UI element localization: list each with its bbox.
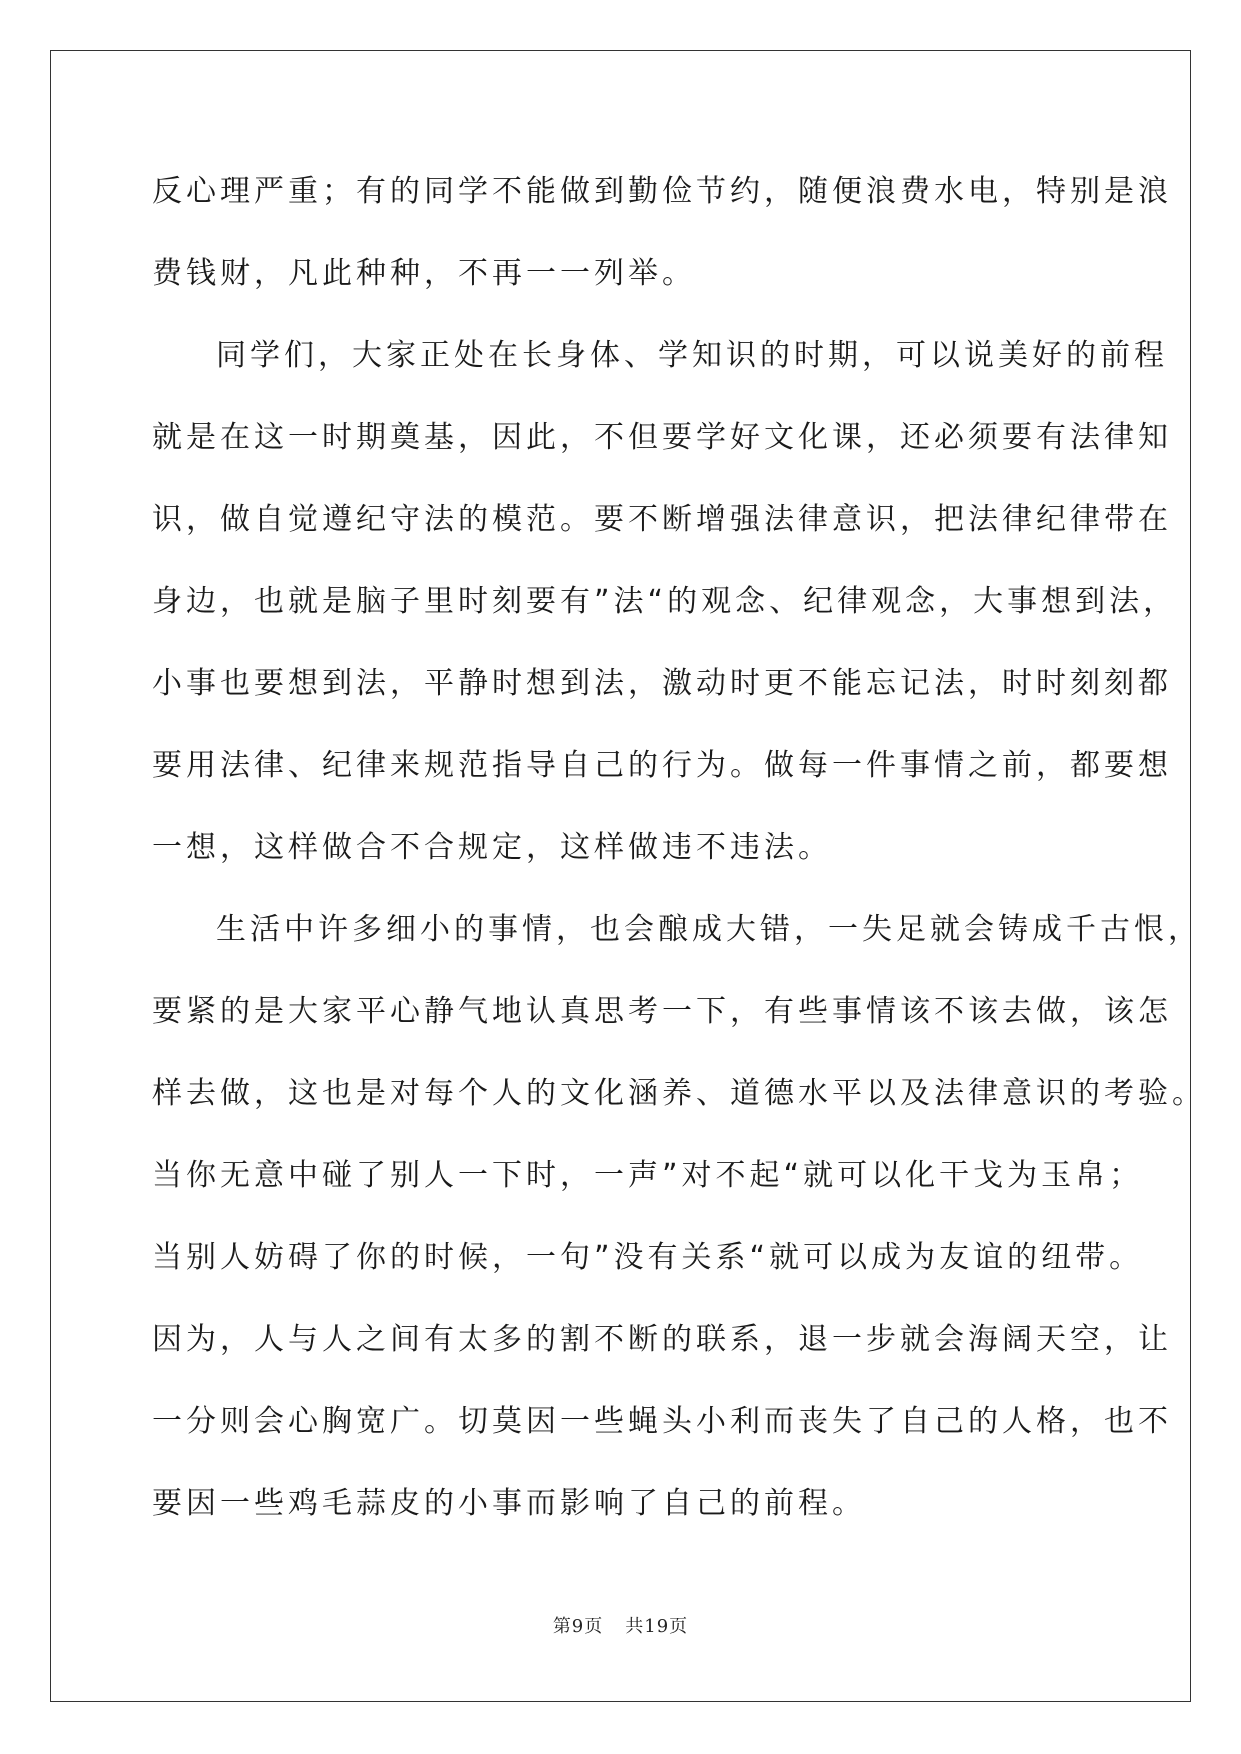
text-line: 当别人妨碍了你的时候，一句”没有关系“就可以成为友谊的纽带。 — [152, 1240, 1144, 1275]
current-page-label: 第9页 — [552, 1616, 604, 1637]
text-line: 反心理严重；有的同学不能做到勤俭节约，随便浪费水电，特别是浪 — [152, 174, 1172, 209]
text-line: 要用法律、纪律来规范指导自己的行为。做每一件事情之前，都要想 — [152, 748, 1172, 783]
paragraph-start-line: 生活中许多细小的事情，也会酿成大错，一失足就会铸成千古恨， — [216, 912, 1202, 947]
text-line: 小事也要想到法，平静时想到法，激动时更不能忘记法，时时刻刻都 — [152, 666, 1172, 701]
text-line: 样去做，这也是对每个人的文化涵养、道德水平以及法律意识的考验。 — [152, 1076, 1206, 1111]
text-line: 因为，人与人之间有太多的割不断的联系，退一步就会海阔天空，让 — [152, 1322, 1172, 1357]
paragraph-start-line: 同学们，大家正处在长身体、学知识的时期，可以说美好的前程 — [216, 338, 1168, 373]
text-line: 身边，也就是脑子里时刻要有”法“的观念、纪律观念，大事想到法， — [152, 584, 1178, 619]
text-line: 一想，这样做合不合规定，这样做违不违法。 — [152, 830, 832, 865]
page-footer — [0, 1612, 1241, 1638]
text-line: 费钱财，凡此种种，不再一一列举。 — [152, 256, 696, 291]
document-body — [152, 164, 1206, 1558]
text-line: 一分则会心胸宽广。切莫因一些蝇头小利而丧失了自己的人格，也不 — [152, 1404, 1172, 1439]
total-pages-label: 共19页 — [625, 1616, 689, 1637]
text-line: 要因一些鸡毛蒜皮的小事而影响了自己的前程。 — [152, 1486, 866, 1521]
text-line: 要紧的是大家平心静气地认真思考一下，有些事情该不该去做，该怎 — [152, 994, 1172, 1029]
text-line: 识，做自觉遵纪守法的模范。要不断增强法律意识，把法律纪律带在 — [152, 502, 1172, 537]
text-line: 就是在这一时期奠基，因此，不但要学好文化课，还必须要有法律知 — [152, 420, 1172, 455]
text-line: 当你无意中碰了别人一下时，一声”对不起“就可以化干戈为玉帛； — [152, 1158, 1144, 1193]
